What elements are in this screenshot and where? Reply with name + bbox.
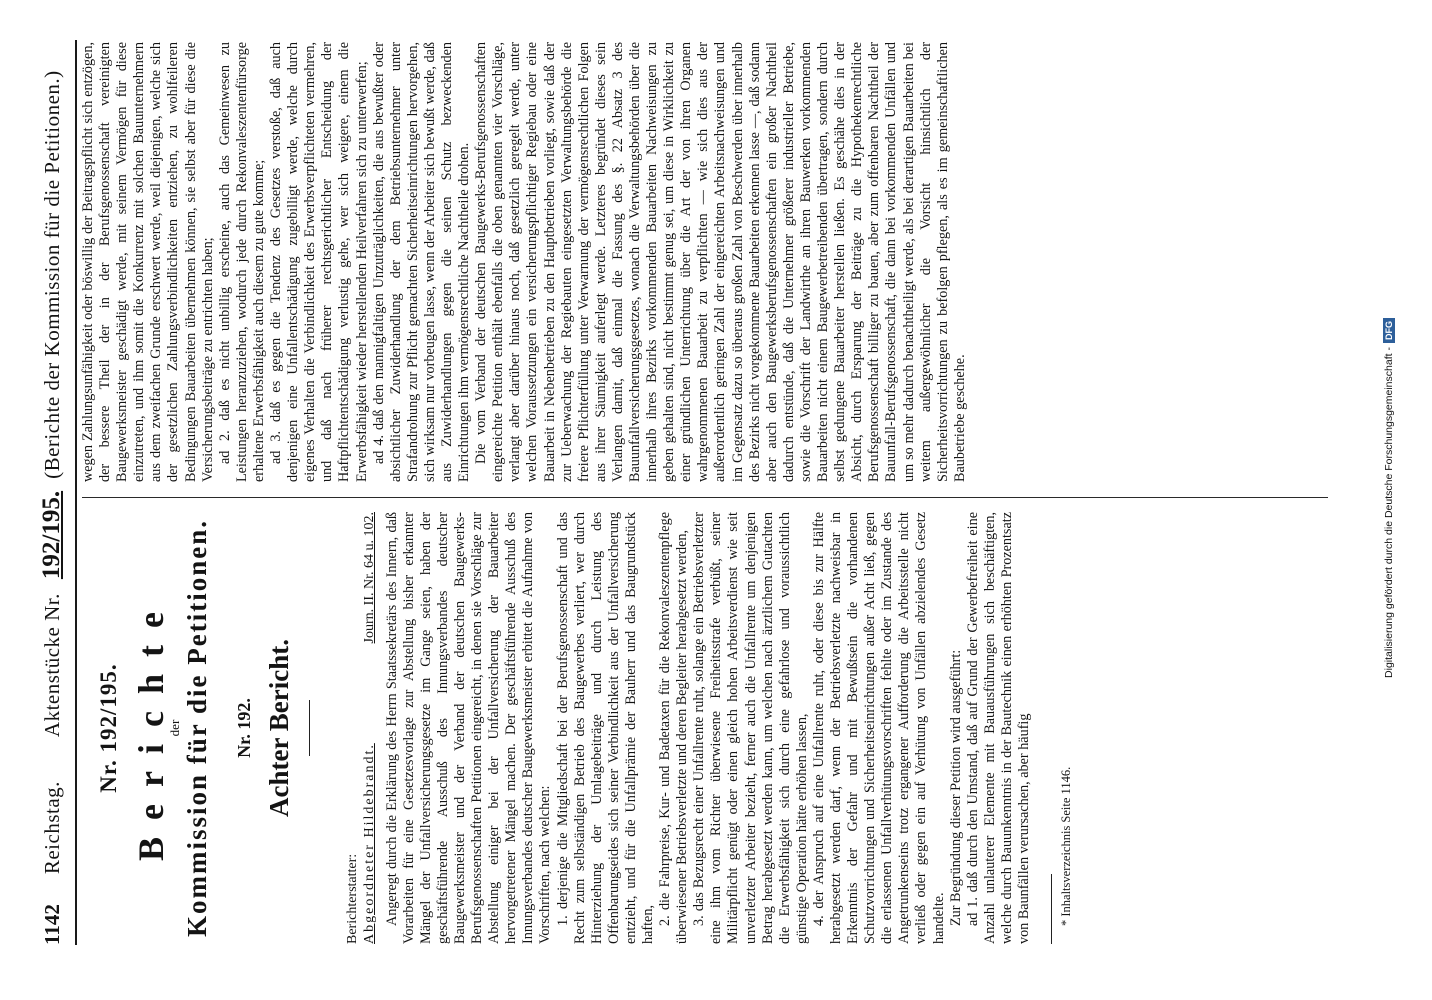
body-paragraph: 1. derjenige die Mitgliedschaft bei der Berufsgenossenschaft und das Recht zum selbständigen Betrieb des Baugewerbes verliert, wer durch Hinterziehung der Umlagebeiträge und durch Leistung des Offenbarungseides sich seiner Verbindlichkeit aus der Unfallversicherung entzieht, und für die Unfallprämie der Bauherr und das Baugrundstück haften, — [554, 512, 656, 944]
header-section-title: (Berichte der Kommission für die Petitionen.) — [40, 70, 64, 479]
reporter-label: Berichterstatter: — [344, 853, 360, 944]
running-header — [32, 40, 72, 945]
body-paragraph: 4. der Anspruch auf eine Unfallrente ruht, oder diese bis zur Hälfte herabgesetzt werden darf, wenn der Betriebsverletzte nachweisbar in Erkenntnis der Gefahr und mit Bewußtsein die vorhandenen Schutzvorrichtungen und Sicherheitseinrichtungen außer Acht ließ, gegen die erlassenen Unfallverhütungsvorschriften fehlte oder im Zustande des Angetrunkenseins trotz ergangener Aufforderung die Arbeitsstelle nicht verließ oder gegen ein auf Verhütung von Unfällen abzielendes Gesetz handelte. — [810, 512, 947, 944]
body-paragraph: Angeregt durch die Erklärung des Herrn Staatssekretärs des Innern, daß Vorarbeiten für eine Gesetzesvorlage zur Abstellung bisher erkannter Mängel der Unfallversicherungsgesetze im Gange seien, haben der geschäftsführende Ausschuß des Innungsverbandes deutscher Baugewerksmeister und der Verband der deutschen Baugewerks-Berufsgenossenschaften Petitionen eingereicht, in denen sie Vorschläge zur Abstellung einiger bei der Unfallversicherung der Bauarbeiter hervorgetretener Mängel machen. Der geschäftsführende Ausschuß des Innungsverbandes deutscher Baugewerksmeister erbittet die Aufnahme von Vorschriften, nach welchen: — [383, 512, 554, 944]
body-paragraph: wegen Zahlungsunfähigkeit oder böswillig der Beitragspflicht sich entzögen, der bessere Theil der in der Berufsgenossenschaft vereinigten Baugewerksmeister geschädigt werde, mit seinem Vermögen für diese einzutreten, und ihm somit die Konkurrenz mit solchen Bauunternehmern aus dem zweifachen Grunde erschwert werde, weil diejenigen, welche sich der gesetzlichen Zahlungsverbindlichkeiten entziehen, zu wohlfeileren Bedingungen Bauarbeiten übernehmen können, sie selbst aber für diese die Versicherungsbeiträge zu entrichten haben; — [80, 42, 216, 482]
page-number: 1142 — [40, 904, 64, 945]
reporter-journal: Journ. II. Nr. 64 u. 102. — [361, 512, 377, 644]
title-nr-192: Nr. 192. — [234, 698, 255, 758]
body-paragraph: Die vom Verband der deutschen Baugewerks-Berufsgenossenschaften eingereichte Petition enthält ebenfalls die oben genannten vier Vorschläge, verlangt aber darüber hinaus noch, daß gesetzlich geregelt werde, unter welchen Voraussetzungen ein versicherungspflichtiger Regiebau oder eine Bauarbeit in Nebenbetrieben zu den Hauptbetrieben vorliegt, sowie daß der zur Ueberwachung der Regiebauten eingesetzten Verwaltungsbehörde die freiere Pflichterfüllung unter Verwarnung der vermögensrechtlichen Folgen aus ihrer Säumigkeit auferlegt werde. Letzteres begründet dieses sein Verlangen damit, daß einmal die Fassung des §. 22 Absatz 3 des Bauunfallversicherungsgesetzes, wonach die Verwaltungsbehörden über die innerhalb ihres Bezirks vorkommenden Bauarbeiten Nachweisungen zu geben gehalten sind, nicht bestimmt genug sei, um diese in Wirklichkeit zu einer gründlichen Unterrichtung über die Art der von ihren Organen wahrgenommenen Bauarbeit zu verpflichten — wie sich dies aus der außerordentlich geringen Zahl der eingereichten Arbeitsnachweisungen und im Gegensatz dazu so überaus großen Zahl von Beschwerden über innerhalb des Bezirks nicht vorgekommene Bauarbeiten erkennen lasse —, daß sodann aber auch den Baugewerksberufsgenossenschaften ein großer Nachtheil dadurch entstünde, daß die Unternehmer größerer industrieller Betriebe, sowie die Vorschrift der Landwirthe an ihren Bauwerken vorkommenden Bauarbeiten nicht einem Baugewerbetreibenden übertragen, sondern durch selbst gedungene Bauarbeiter herstellen ließen. Es geschähe dies in der Absicht, durch Ersparung der Beiträge zu die Hypothekenrechtliche Berufsgenossenschaft billiger zu bauen, aber zum offenbaren Nachtheil der Bauunfall-Berufsgenossenschaft, die dann bei vorkommenden Unfällen und um so mehr dadurch benachtheiligt werde, als bei derartigen Bauarbeiten bei weitem außergewöhnlicher die Vorsicht hinsichtlich der Sicherheitsvorrichtungen zu befolgen pflegen, als es im gemeinschaftlichen Baubetriebe geschehe. — [473, 42, 968, 482]
column-divider — [82, 497, 1328, 498]
header-aktenstuecke: Aktenstücke Nr. — [40, 593, 64, 738]
header-doc-number: 192/195. — [38, 490, 65, 580]
title-kommission: Kommission für die Petitionen. — [182, 519, 213, 938]
body-paragraph: Zur Begründung dieser Petition wird ausgeführt: — [947, 649, 964, 926]
title-berichte: Berichte — [131, 595, 172, 861]
title-rule — [309, 700, 310, 756]
title-number: Nr. 192/195. — [96, 663, 121, 793]
header-rule — [75, 40, 77, 945]
credit-text: Digitalisierung gefördert durch die Deutsche Forschungsgemeinschaft - — [1383, 347, 1395, 678]
right-column — [80, 42, 969, 482]
header-reichstag: Reichstag. — [40, 781, 64, 875]
left-column — [80, 512, 1075, 944]
footnote-rule — [1051, 874, 1052, 944]
title-der: der — [167, 719, 183, 737]
reporter-name: Abgeordneter Hildebrandt. — [361, 743, 377, 944]
title-achter-bericht: Achter Bericht. — [264, 639, 295, 817]
body-paragraph: 3. das Bezugsrecht einer Unfallrente ruht, solange ein Betriebsverletzter eine ihm vom Richter überwiesene Freiheitsstrafe verbüßt, seiner Militärpflicht genügt oder einen gleich hohen Arbeitsverdienst wie seit unverletzter Arbeiter bezieht, ferner auch die Unfallrente um denjenigen Betrag herabgesetzt werden kann, um welchen nach ärztlichem Gutachten die Erwerbsfähigkeit sich durch eine gefahrlose und voraussichtlich günstige Operation hätte erhöhen lassen, — [691, 512, 810, 944]
footnote: * Inhaltsverzeichnis Seite 1146. — [1059, 766, 1074, 926]
body-paragraph: 2. die Fahrpreise, Kur- und Badetaxen für die Rekonvaleszentenpflege überwiesener Betriebsverletzte und deren Begleiter herabgesetzt werden, — [657, 512, 691, 944]
body-paragraph: ad 1. daß durch den Umstand, daß auf Grund der Gewerbefreiheit eine Anzahl unlauterer Elemente mit Bauausführungen sich beschäftigten, welche durch Bauunkenntnis in der Bautechnik einen erhöhten Prozentsatz von Baunfällen verursachen, aber häufig — [964, 512, 1033, 944]
body-paragraph: ad 4. daß den mannigfaltigen Unzuträglichkeiten, die aus bewußter oder absichtlicher Zuwiderhandlung der dem Betriebsunternehmer unter Strafandrohung zur Pflicht gemachten Sicherheitseinrichtungen hervorgehen, sich wirksam nur vorbeugen lasse, wenn der Arbeiter sich bewußt werde, daß aus Zuwiderhandlungen gegen die seinen Schutz bezweckenden Einrichtungen ihm vermögensrechtliche Nachtheile drohen. — [370, 42, 473, 482]
digitization-credit — [1383, 8, 1395, 988]
body-paragraph: ad 2. daß es nicht unbillig erscheine, auch das Gemeinwesen zu Leistungen heranzuziehen, wodurch jede durch Rekonvaleszentenfürsorge erhaltene Erwerbsfähigkeit auch diesem zu gute komme; — [216, 42, 267, 482]
reporter-block — [344, 512, 378, 944]
body-paragraph: ad 3. daß es gegen die Tendenz des Gesetzes verstoße, daß auch denjenigen eine Unfallentschädigung zugebilligt werde, welche durch eigenes Verhalten die Verbindlichkeit des Erwerbsverpflichteten vermehren, und daß nach früherer rechtsgerichtlicher Entscheidung der Haftpflichtentschädigung verlustig gehe, wer sich weigere, einem die Erwerbsfähigkeit wieder herstellenden Heilverfahren sich zu unterwerfen; — [268, 42, 370, 482]
dfg-logo: DFG — [1383, 318, 1395, 343]
